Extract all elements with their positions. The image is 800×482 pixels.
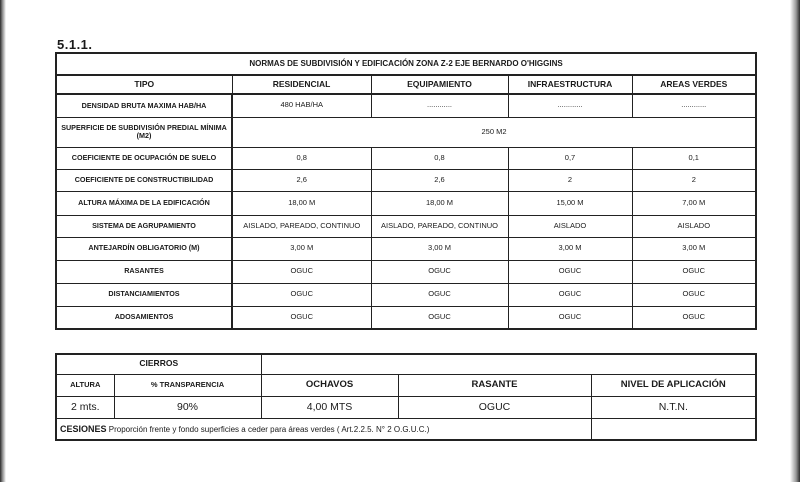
- value-transparencia: 90%: [114, 396, 261, 418]
- table-row: [56, 215, 756, 237]
- cierros-blank-cell: [261, 354, 756, 374]
- table-row: [56, 169, 756, 191]
- table-cell: AISLADO, PAREADO, CONTINUO: [371, 215, 508, 237]
- table-cell: 15,00 M: [508, 191, 632, 215]
- table-cell: ............: [371, 94, 508, 117]
- row-label: ALTURA MÁXIMA DE LA EDIFICACIÓN: [56, 191, 232, 215]
- table-cell: OGUC: [371, 306, 508, 329]
- table-cell: OGUC: [508, 283, 632, 306]
- table-cell: 3,00 M: [232, 237, 371, 260]
- value-ochavos: 4,00 MTS: [261, 396, 398, 418]
- value-rasante: OGUC: [398, 396, 591, 418]
- row-label: ADOSAMIENTOS: [56, 306, 232, 329]
- value-altura: 2 mts.: [56, 396, 114, 418]
- table-cell: 7,00 M: [632, 191, 756, 215]
- table-cell: 0,8: [232, 147, 371, 169]
- table-cell: OGUC: [232, 283, 371, 306]
- table-cell: 18,00 M: [371, 191, 508, 215]
- header-transparencia: % TRANSPARENCIA: [114, 374, 261, 396]
- table-cell: OGUC: [371, 260, 508, 283]
- table-cell: OGUC: [632, 283, 756, 306]
- header-ochavos: OCHAVOS: [261, 374, 398, 396]
- norms-table-title: NORMAS DE SUBDIVISIÓN Y EDIFICACIÓN ZONA Z-2 EJE BERNARDO O'HIGGINS: [56, 53, 756, 75]
- cierros-row: [56, 354, 756, 374]
- header-nivel-aplicacion: NIVEL DE APLICACIÓN: [591, 374, 756, 396]
- row-label: ANTEJARDÍN OBLIGATORIO (M): [56, 237, 232, 260]
- table-cell: 0,7: [508, 147, 632, 169]
- table-cell: OGUC: [632, 306, 756, 329]
- table-row: [56, 260, 756, 283]
- row-label: SISTEMA DE AGRUPAMIENTO: [56, 215, 232, 237]
- table-cell: 2,6: [371, 169, 508, 191]
- table-row: [56, 94, 756, 117]
- cesiones-text: Proporción frente y fondo superficies a ceder para áreas verdes ( Art.2.2.5. N° 2 O.G.U.C.): [108, 424, 430, 434]
- row-label: RASANTES: [56, 260, 232, 283]
- header-areas-verdes: AREAS VERDES: [632, 75, 756, 94]
- table-cell: OGUC: [508, 306, 632, 329]
- section-number: 5.1.1.: [57, 37, 93, 52]
- table-cell: 480 HAB/HA: [232, 94, 371, 117]
- header-altura: ALTURA: [56, 374, 114, 396]
- table-cell: 2: [632, 169, 756, 191]
- header-infraestructura: INFRAESTRUCTURA: [508, 75, 632, 94]
- table-cell: ............: [632, 94, 756, 117]
- cesiones-cell: [56, 418, 591, 440]
- header-rasante: RASANTE: [398, 374, 591, 396]
- table-cell: OGUC: [232, 306, 371, 329]
- table-cell: AISLADO, PAREADO, CONTINUO: [232, 215, 371, 237]
- norms-header-row: [56, 75, 756, 94]
- value-nivel-aplicacion: N.T.N.: [591, 396, 756, 418]
- table-cell: 3,00 M: [371, 237, 508, 260]
- header-equipamiento: EQUIPAMIENTO: [371, 75, 508, 94]
- header-tipo: TIPO: [56, 75, 232, 94]
- row-label: SUPERFICIE DE SUBDIVISIÓN PREDIAL MÍNIMA (M2): [56, 117, 232, 147]
- cierros-label: CIERROS: [56, 354, 261, 374]
- table-cell: AISLADO: [632, 215, 756, 237]
- scan-edge-right: [790, 0, 800, 482]
- table-cell: 2,6: [232, 169, 371, 191]
- table-cell: 3,00 M: [632, 237, 756, 260]
- norms-table: [55, 52, 757, 330]
- table-row: [56, 237, 756, 260]
- table-cell: ............: [508, 94, 632, 117]
- table-cell: 2: [508, 169, 632, 191]
- table-row: [56, 191, 756, 215]
- cesiones-label: CESIONES: [60, 423, 107, 434]
- table-cell: 3,00 M: [508, 237, 632, 260]
- table-cell: OGUC: [232, 260, 371, 283]
- cesiones-row: [56, 418, 756, 440]
- table-row: [56, 306, 756, 329]
- table-cell: OGUC: [632, 260, 756, 283]
- fence-header-row: [56, 374, 756, 396]
- table-row: [56, 117, 756, 147]
- merged-cell: 250 M2: [232, 117, 756, 147]
- row-label: DISTANCIAMIENTOS: [56, 283, 232, 306]
- header-residencial: RESIDENCIAL: [232, 75, 371, 94]
- table-cell: 18,00 M: [232, 191, 371, 215]
- cesiones-blank-cell: [591, 418, 756, 440]
- fence-table: [55, 353, 757, 441]
- row-label: DENSIDAD BRUTA MAXIMA HAB/HA: [56, 94, 232, 117]
- fence-values-row: [56, 396, 756, 418]
- table-cell: 0,8: [371, 147, 508, 169]
- table-cell: OGUC: [371, 283, 508, 306]
- scan-edge-left: [0, 0, 6, 482]
- row-label: COEFICIENTE DE OCUPACIÓN DE SUELO: [56, 147, 232, 169]
- table-row: [56, 283, 756, 306]
- table-row: [56, 147, 756, 169]
- row-label: COEFICIENTE DE CONSTRUCTIBILIDAD: [56, 169, 232, 191]
- table-cell: OGUC: [508, 260, 632, 283]
- table-cell: AISLADO: [508, 215, 632, 237]
- table-cell: 0,1: [632, 147, 756, 169]
